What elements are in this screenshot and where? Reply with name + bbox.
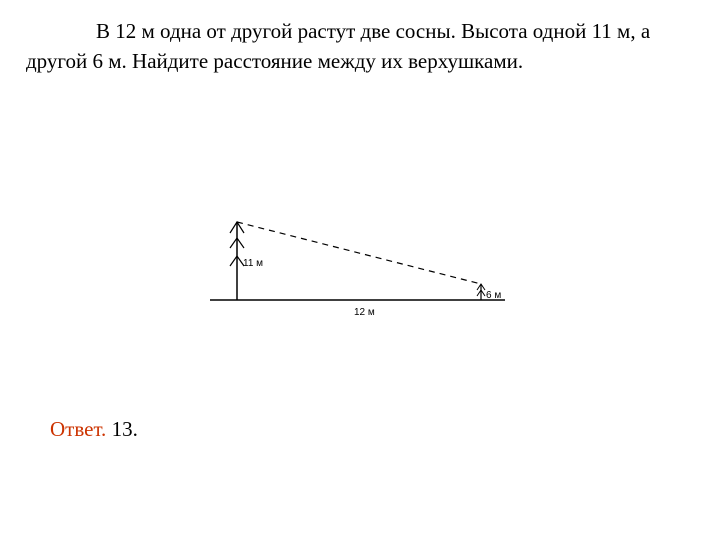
- tall-tree-height-label: 11 м: [243, 258, 264, 269]
- distance-label: 12 м: [354, 307, 375, 318]
- answer-value: 13.: [111, 417, 138, 441]
- short-tree-height-label: 6 м: [486, 290, 502, 301]
- tops-distance-line: [237, 222, 481, 284]
- answer-label: Ответ.: [50, 417, 107, 441]
- answer: [50, 415, 138, 443]
- problem-statement: В 12 м одна от другой растут две сосны. Высота одной 11 м, а другой 6 м. Найдите расстояние между их верхушками.: [26, 19, 651, 73]
